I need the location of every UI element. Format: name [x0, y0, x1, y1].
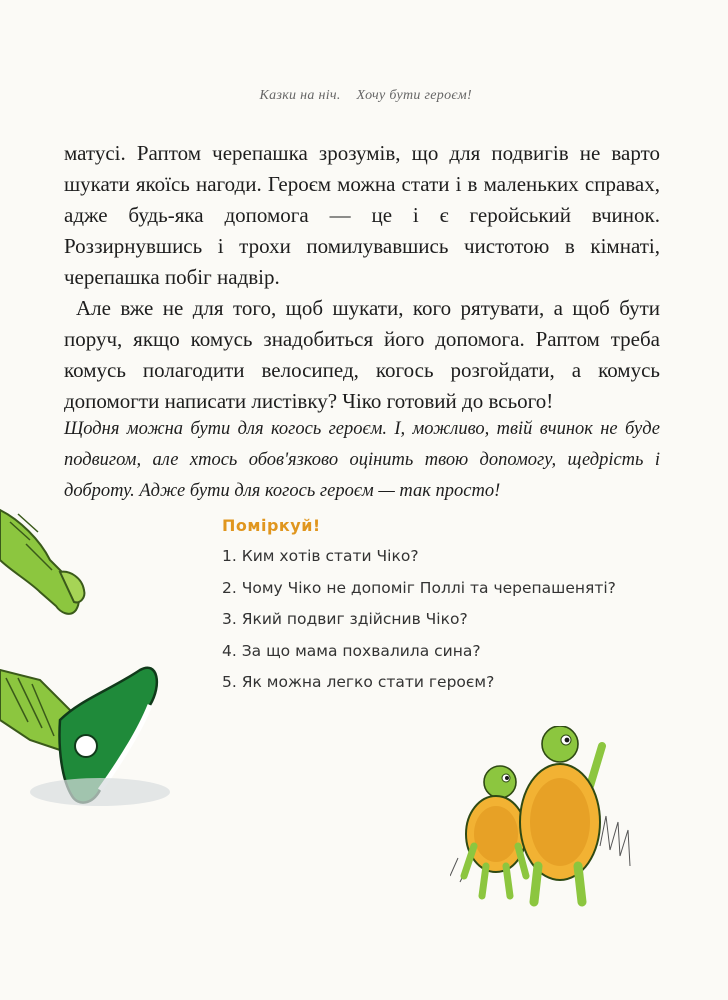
think-section [222, 516, 682, 699]
paragraph-2: Але вже не для того, щоб шукати, кого рятувати, а щоб бути поруч, якщо комусь знадобиться його допомога. Раптом треба комусь полагодити велосипед, когось розгойдати, а комусь допомогти написати листівку? Чіко готовий до всього! [64, 296, 660, 413]
running-header [260, 88, 472, 104]
think-title: Поміркуй! [222, 516, 321, 535]
question-list [222, 541, 682, 699]
small-turtle [464, 766, 526, 896]
question-item: 5. Як можна легко стати героєм? [222, 673, 495, 691]
question-item: 1. Ким хотів стати Чіко? [222, 547, 419, 565]
moral-text: Щодня можна бути для когось героєм. І, можливо, твій вчинок не буде подвигом, але хтось обов'язково оцінить твою допомогу, щедрість і доброту. Адже бути для когось героєм — так просто! [64, 419, 660, 501]
story-text [64, 138, 660, 417]
big-turtle [520, 726, 602, 902]
header-title: Хочу бути героєм! [356, 88, 472, 103]
question-item: 2. Чому Чіко не допоміг Поллі та черепашеняті? [222, 578, 616, 597]
question-item: 3. Який подвиг здійснив Чіко? [222, 610, 468, 628]
turtles-illustration [450, 726, 670, 916]
header-series: Казки на ніч. [259, 88, 341, 103]
question-item: 4. За що мама похвалила сина? [222, 641, 481, 660]
paragraph-1: матусі. Раптом черепашка зрозумів, що для подвигів не варто шукати якоїсь нагоди. Героєм можна стати і в маленьких справах, адже будь-яка допомога — це і є геройський вчинок. Роззирнувшись і трохи помилувавшись чистотою в кімнаті, черепашка побіг надвір. [64, 141, 660, 289]
crocodile-limbs-illustration [0, 500, 170, 830]
